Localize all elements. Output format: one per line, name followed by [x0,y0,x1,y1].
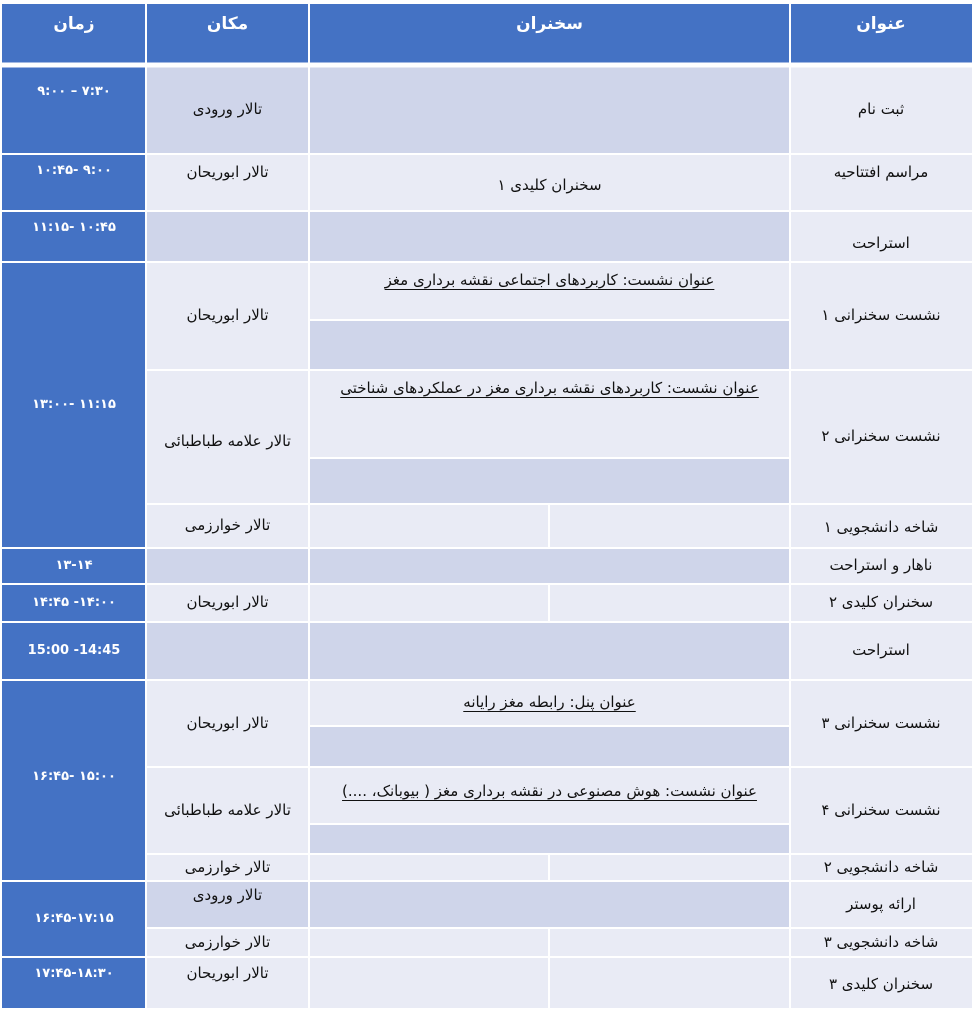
row-keynote2-speaker-a [549,584,790,622]
row-session2-title: نشست سخنرانی ۲ [790,370,972,504]
row-opening-title: مراسم افتتاحیه [790,154,972,211]
row-student2-speaker-a [549,854,790,881]
row-student2-speaker-b [309,854,549,881]
header-place-column: مکان [146,4,309,65]
row-session2-speakers [309,458,790,504]
row-keynote3-place: تالار ابوریحان [146,957,309,1008]
row-session1-place: تالار ابوریحان [146,262,309,370]
row-session3-topic [309,680,790,726]
row-session3-speakers [309,726,790,767]
session4-topic-text: عنوان نشست: هوش مصنوعی در نقشه برداری مغز ( بیوبانک، ....) [342,781,757,800]
row-session4-title: نشست سخنرانی ۴ [790,767,972,854]
row-keynote3-time: ۱۷:۴۵-۱۸:۳۰ [2,957,146,1008]
row-break2-title: استراحت [790,622,972,680]
block3-time: ۱۶:۴۵-۱۷:۱۵ [2,881,146,957]
row-student1-speaker-b [309,504,549,548]
row-break1-time: ۱۰:۴۵ -۱۱:۱۵ [2,211,146,262]
row-session1-speakers [309,320,790,370]
row-student1-title: شاخه دانشجویی ۱ [790,504,972,548]
row-student3-title: شاخه دانشجویی ۳ [790,928,972,957]
row-keynote2-time: ۱۴:۰۰- ۱۴:۴۵ [2,584,146,622]
session2-topic-text: عنوان نشست: کاربردهای نقشه برداری مغز در عملکردهای شناختی [340,379,759,397]
row-keynote2-speaker-b [309,584,549,622]
session1-topic-text: عنوان نشست: کاربردهای اجتماعی نقشه برداری مغز [384,271,715,289]
row-keynote3-title: سخنران کلیدی ۳ [790,957,972,1008]
row-poster-title: ارائه پوستر [790,881,972,928]
row-break2-time: 14:45- 15:00 [2,622,146,680]
row-session3-title: نشست سخنرانی ۳ [790,680,972,767]
row-session4-place: تالار علامه طباطبائی [146,767,309,854]
row-session1-title: نشست سخنرانی ۱ [790,262,972,370]
row-keynote3-speaker-a [549,957,790,1008]
row-poster-place: تالار ورودی [146,881,309,928]
row-session1-topic [309,262,790,320]
row-registration-time: ۷:۳۰ – ۹:۰۰ [2,65,146,154]
row-lunch-time: ۱۳-۱۴ [2,548,146,584]
row-student2-place: تالار خوارزمی [146,854,309,881]
row-registration-place: تالار ورودی [146,65,309,154]
row-session4-topic [309,767,790,824]
row-opening-time: ۹:۰۰ -۱۰:۴۵ [2,154,146,211]
row-keynote2-title: سخنران کلیدی ۲ [790,584,972,622]
row-break2-place [146,622,309,680]
row-session3-place: تالار ابوریحان [146,680,309,767]
block1-time: ۱۱:۱۵ -۱۳:۰۰ [2,262,146,548]
header-time-column: زمان [2,4,146,65]
row-keynote2-place: تالار ابوریحان [146,584,309,622]
row-break1-place [146,211,309,262]
header-speaker-column: سخنران [309,4,790,65]
row-break1-title: استراحت [790,211,972,262]
header-title-column: عنوان [790,4,972,65]
row-keynote3-speaker-b [309,957,549,1008]
row-poster-speaker [309,881,790,928]
row-student1-speaker-a [549,504,790,548]
row-session4-speakers [309,824,790,854]
row-student3-speaker-b [309,928,549,957]
row-break2-speaker [309,622,790,680]
block2-time: ۱۵:۰۰ -۱۶:۴۵ [2,680,146,881]
row-lunch-speaker [309,548,790,584]
row-lunch-title: ناهار و استراحت [790,548,972,584]
row-break1-speaker [309,211,790,262]
row-student3-place: تالار خوارزمی [146,928,309,957]
row-student1-place: تالار خوارزمی [146,504,309,548]
row-opening-place: تالار ابوریحان [146,154,309,211]
row-student2-title: شاخه دانشجویی ۲ [790,854,972,881]
row-registration-speaker [309,65,790,154]
row-lunch-place [146,548,309,584]
row-opening-speaker: سخنران کلیدی ۱ [309,154,790,211]
row-student3-speaker-a [549,928,790,957]
session3-topic-text: عنوان پنل: رابطه مغز رایانه [463,693,636,712]
row-session2-topic [309,370,790,458]
row-session2-place: تالار علامه طباطبائی [146,370,309,504]
row-registration-title: ثبت نام [790,65,972,154]
